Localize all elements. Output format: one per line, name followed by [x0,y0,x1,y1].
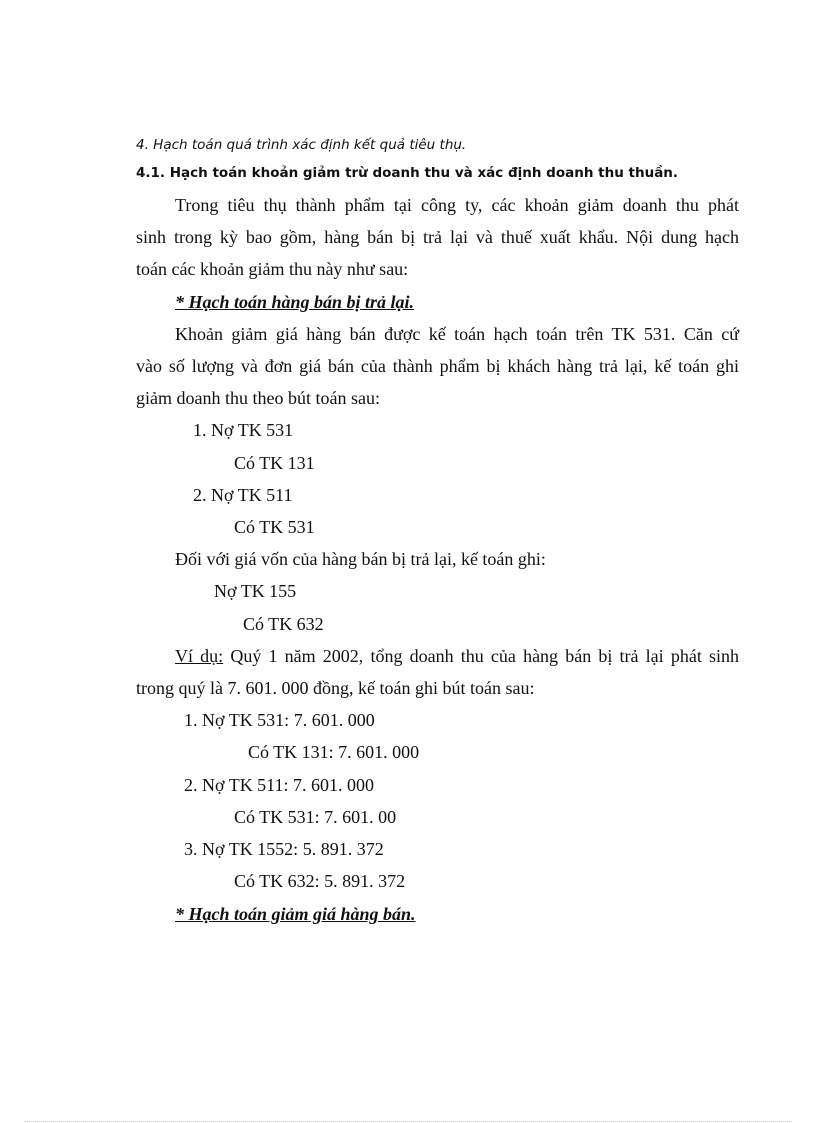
subsection-heading: 4.1. Hạch toán khoản giảm trừ doanh thu và xác định doanh thu thuần. [136,165,679,181]
example-line-1-text: Quý 1 năm 2002, tổng doanh thu của hàng bán bị trả lại phát sinh [223,646,739,666]
returns-paragraph-line-1: Khoản giảm giá hàng bán được kế toán hạch toán trên TK 531. Căn cứ [175,324,739,344]
intro-line-1: Trong tiêu thụ thành phẩm tại công ty, các khoản giảm doanh thu phát [175,195,739,215]
example-entry-3-debit: 3. Nợ TK 1552: 5. 891. 372 [184,839,384,859]
example-line-1 [175,644,739,668]
returns-entry-2-credit: Có TK 531 [234,517,315,537]
example-line-2: trong quý là 7. 601. 000 đồng, kế toán ghi bút toán sau: [136,678,535,698]
returns-paragraph-line-2: vào số lượng và đơn giá bán của thành phẩm bị khách hàng trả lại, kế toán ghi [136,356,739,376]
returns-entry-1-credit: Có TK 131 [234,453,315,473]
discount-heading: * Hạch toán giảm giá hàng bán. [175,904,416,924]
page-bottom-divider [24,1121,792,1122]
returns-entry-2-debit: 2. Nợ TK 511 [193,485,293,505]
cost-intro: Đối với giá vốn của hàng bán bị trả lại, kế toán ghi: [175,549,546,569]
example-entry-3-credit: Có TK 632: 5. 891. 372 [234,871,406,891]
returns-heading: * Hạch toán hàng bán bị trả lại. [175,292,415,312]
example-entry-1-debit: 1. Nợ TK 531: 7. 601. 000 [184,710,375,730]
example-entry-2-credit: Có TK 531: 7. 601. 00 [234,807,397,827]
returns-paragraph-line-3: giảm doanh thu theo bút toán sau: [136,388,380,408]
example-label: Ví dụ: [175,646,224,666]
example-entry-2-debit: 2. Nợ TK 511: 7. 601. 000 [184,775,375,795]
returns-entry-1-debit: 1. Nợ TK 531 [193,420,294,440]
intro-line-2: sinh trong kỳ bao gồm, hàng bán bị trả lại và thuế xuất khẩu. Nội dung hạch [136,227,739,247]
section-heading: 4. Hạch toán quá trình xác định kết quả tiêu thụ. [136,137,467,153]
example-entry-1-credit: Có TK 131: 7. 601. 000 [248,742,420,762]
intro-line-3: toán các khoản giảm thu này như sau: [136,259,409,279]
cost-debit: Nợ TK 155 [214,581,297,601]
cost-credit: Có TK 632 [243,614,324,634]
